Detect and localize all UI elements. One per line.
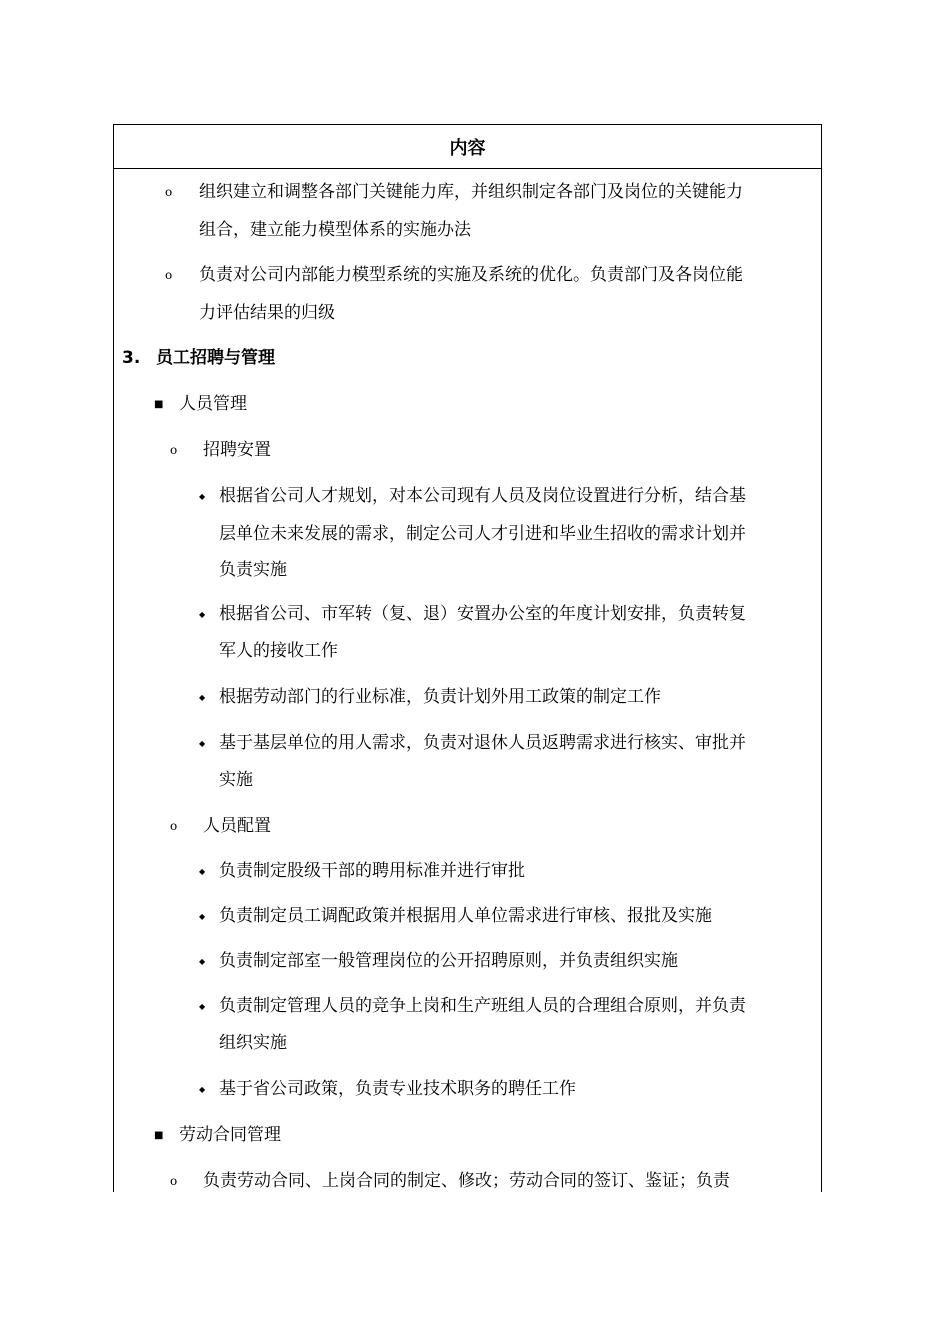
allocation-item-2-line-1: 负责制定员工调配政策并根据用人单位需求进行审核、报批及实施 [219, 906, 712, 926]
recruit-item-4-line-2: 实施 [219, 770, 253, 790]
square-bullet-icon: ■ [154, 399, 164, 410]
table-header [114, 125, 821, 169]
circle-bullet-icon: o [170, 819, 178, 833]
intro-item-1-line-1: 组织建立和调整各部门关键能力库，并组织制定各部门及岗位的关键能力 [199, 182, 743, 202]
allocation-item-4-line-2: 组织实施 [219, 1033, 287, 1053]
square-bullet-icon: ■ [154, 1130, 164, 1141]
recruit-item-1-line-1: 根据省公司人才规划，对本公司现有人员及岗位设置进行分析，结合基 [219, 486, 746, 506]
recruit-item-2-line-1: 根据省公司、市军转（复、退）安置办公室的年度计划安排，负责转复 [219, 604, 746, 624]
circle-bullet-icon: o [170, 443, 178, 457]
section-title: 员工招聘与管理 [156, 348, 275, 368]
recruit-item-3-line-1: 根据劳动部门的行业标准，负责计划外用工政策的制定工作 [219, 687, 661, 707]
circle-bullet-icon: o [170, 1174, 178, 1188]
diamond-bullet-icon: ◆ [199, 957, 206, 966]
diamond-bullet-icon: ◆ [199, 492, 206, 501]
intro-item-2-line-1: 负责对公司内部能力模型系统的实施及系统的优化。负责部门及各岗位能 [199, 265, 743, 285]
contract-item-1-line-1: 负责劳动合同、上岗合同的制定、修改；劳动合同的签订、鉴证；负责 [203, 1171, 730, 1191]
contract-label: 劳动合同管理 [179, 1125, 281, 1145]
allocation-item-5-line-1: 基于省公司政策，负责专业技术职务的聘任工作 [219, 1079, 576, 1099]
recruit-label: 招聘安置 [203, 440, 271, 460]
recruit-item-4-line-1: 基于基层单位的用人需求，负责对退休人员返聘需求进行核实、审批并 [219, 733, 746, 753]
diamond-bullet-icon: ◆ [199, 739, 206, 748]
recruit-item-1-line-3: 负责实施 [219, 560, 287, 580]
diamond-bullet-icon: ◆ [199, 693, 206, 702]
diamond-bullet-icon: ◆ [199, 1085, 206, 1094]
intro-item-2-line-2: 力评估结果的归级 [199, 303, 335, 323]
intro-item-1-line-2: 组合，建立能力模型体系的实施办法 [199, 220, 471, 240]
circle-bullet-icon: o [165, 268, 173, 282]
allocation-item-1-line-1: 负责制定股级干部的聘用标准并进行审批 [219, 861, 525, 881]
recruit-item-1-line-2: 层单位未来发展的需求，制定公司人才引进和毕业生招收的需求计划并 [219, 524, 746, 544]
diamond-bullet-icon: ◆ [199, 912, 206, 921]
allocation-label: 人员配置 [203, 816, 271, 836]
diamond-bullet-icon: ◆ [199, 610, 206, 619]
circle-bullet-icon: o [165, 185, 173, 199]
header-label: 内容 [449, 137, 486, 159]
diamond-bullet-icon: ◆ [199, 867, 206, 876]
section-number: 3. [122, 348, 141, 368]
personnel-label: 人员管理 [179, 394, 247, 414]
allocation-item-4-line-1: 负责制定管理人员的竞争上岗和生产班组人员的合理组合原则，并负责 [219, 996, 746, 1016]
recruit-item-2-line-2: 军人的接收工作 [219, 641, 338, 661]
diamond-bullet-icon: ◆ [199, 1002, 206, 1011]
allocation-item-3-line-1: 负责制定部室一般管理岗位的公开招聘原则，并负责组织实施 [219, 951, 678, 971]
